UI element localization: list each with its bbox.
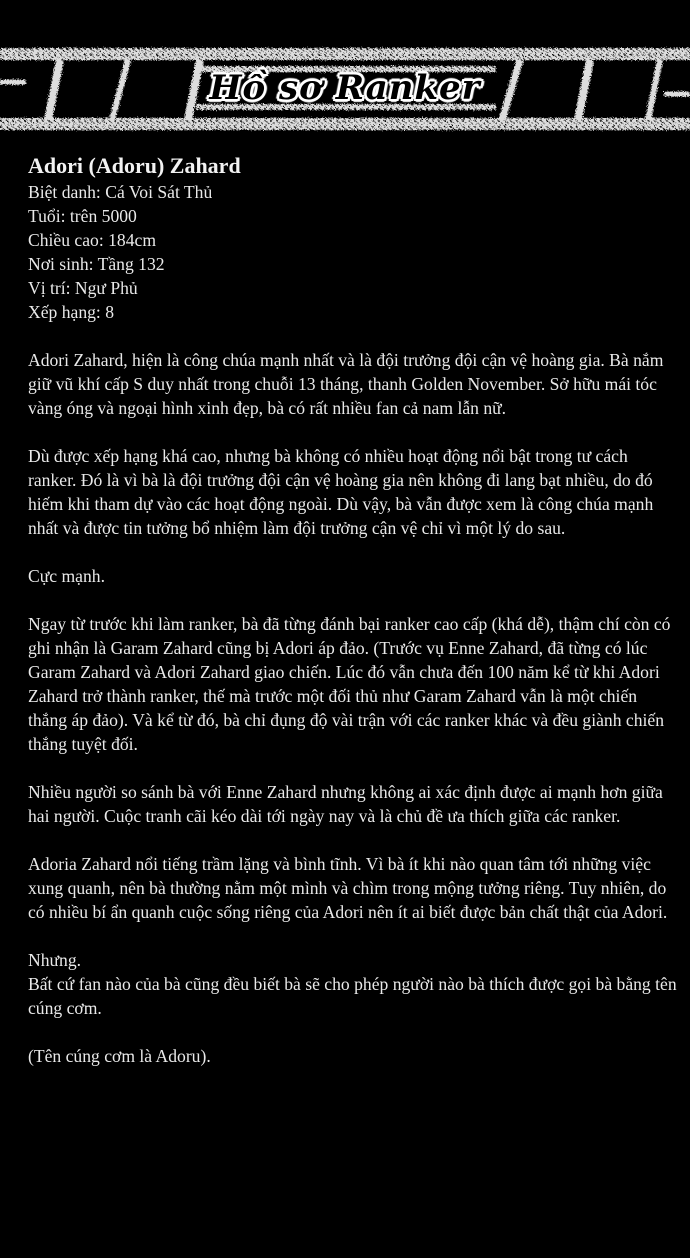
info-height: Chiều cao: 184cm xyxy=(28,230,157,250)
paragraph-history: Ngay từ trước khi làm ranker, bà đã từng đánh bại ranker cao cấp (khá dễ), thậm chí còn có ghi nhận là Garam Zahard cũng bị Adori áp đảo. (Trước vụ Enne Zahard, đã từng có lúc Garam Zahard và Adori Zahard giao chiến. Lúc đó vẫn chưa đến 100 năm kể từ khi Adori Zahard trở thành ranker, thế mà trước một đối thủ như Garam Zahard vẫn là một chiến thắng áp đảo). Và kể từ đó, bà chỉ đụng độ vài trận với các ranker khác và đều giành chiến thắng tuyệt đối. xyxy=(28,614,671,754)
paragraph-nickname-note: Bất cứ fan nào của bà cũng đều biết bà sẽ cho phép người nào bà thích được gọi bà bằng tên cúng cơm. xyxy=(28,974,677,1018)
ranker-name: Adori (Adoru) Zahard xyxy=(28,153,241,178)
paragraph-ranking: Dù được xếp hạng khá cao, nhưng bà không có nhiều hoạt động nổi bật trong tư cách ranker. Đó là vì bà là đội trưởng đội cận vệ hoàng gia nên không đi lang bạt nhiều, do đó hiếm khi tham dự vào các hoạt động ngoài. Dù vậy, bà vẫn được xem là công chúa mạnh nhất và được tin tưởng bổ nhiệm làm đội trưởng cận vệ chỉ vì một lý do sau. xyxy=(28,446,654,538)
paragraph-real-nickname: (Tên cúng cơm là Adoru). xyxy=(28,1046,211,1066)
info-age: Tuổi: trên 5000 xyxy=(28,206,137,226)
paragraph-intro: Adori Zahard, hiện là công chúa mạnh nhất và là đội trưởng đội cận vệ hoàng gia. Bà nắm giữ vũ khí cấp S duy nhất trong chuỗi 13 tháng, thanh Golden November. Sở hữu mái tóc vàng óng và ngoại hình xinh đẹp, bà có rất nhiều fan cả nam lẫn nữ. xyxy=(28,350,664,418)
info-nickname: Biệt danh: Cá Voi Sát Thủ xyxy=(28,182,213,202)
paragraph-comparison: Nhiều người so sánh bà với Enne Zahard nhưng không ai xác định được ai mạnh hơn giữa hai người. Cuộc tranh cãi kéo dài tới ngày nay và là chủ đề ưa thích giữa các ranker. xyxy=(28,782,663,826)
info-rank: Xếp hạng: 8 xyxy=(28,302,114,322)
info-position: Vị trí: Ngư Phủ xyxy=(28,278,138,298)
banner-title: Hồ sơ Ranker xyxy=(209,68,481,108)
info-birthplace: Nơi sinh: Tầng 132 xyxy=(28,254,165,274)
paragraph-strong: Cực mạnh. xyxy=(28,566,105,586)
title-banner xyxy=(0,42,690,138)
paragraph-personality: Adoria Zahard nổi tiếng trầm lặng và bình tĩnh. Vì bà ít khi nào quan tâm tới những việc xung quanh, nên bà thường nằm một mình và chìm trong mộng tưởng riêng. Tuy nhiên, do có nhiều bí ẩn quanh cuộc sống riêng của Adori nên ít ai biết được bản chất thật của Adori. xyxy=(28,854,668,922)
paragraph-but: Nhưng. xyxy=(28,950,82,970)
ranker-profile xyxy=(28,152,678,1068)
